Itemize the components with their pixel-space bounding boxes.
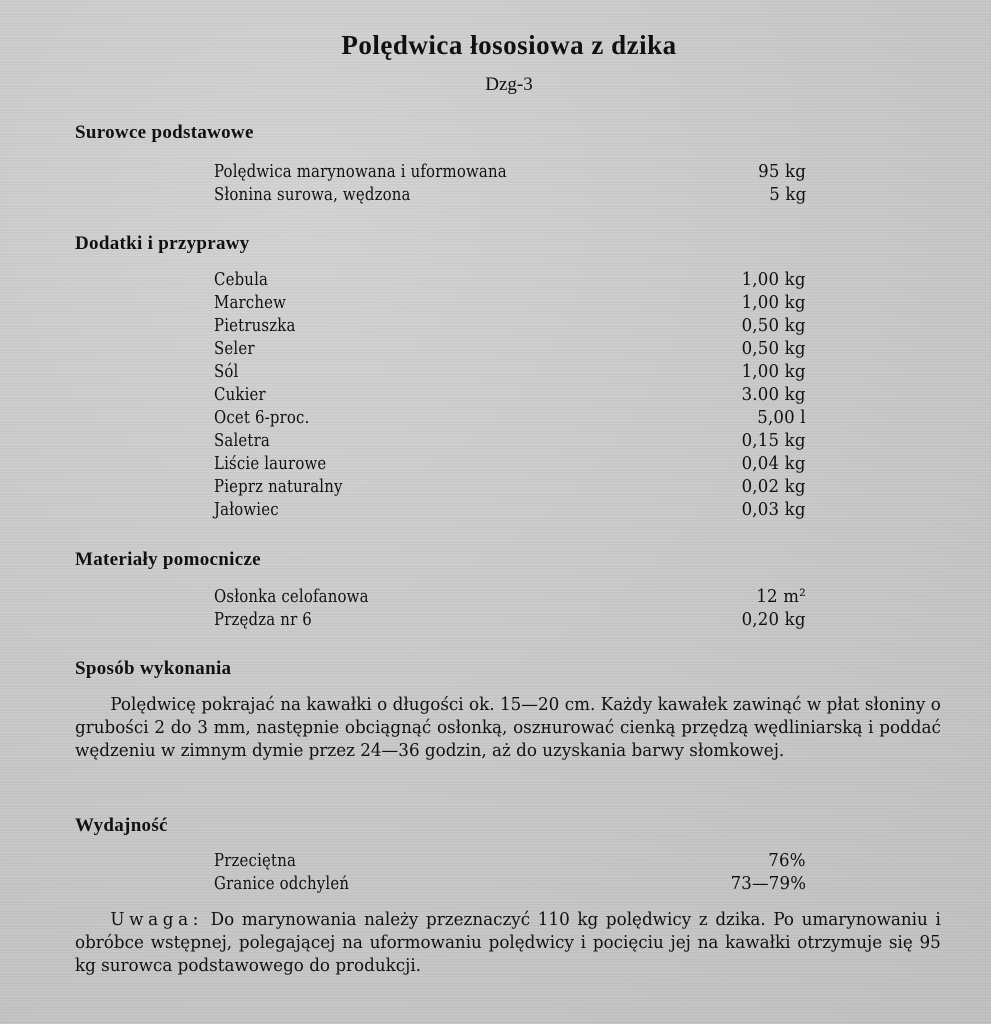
item-name: Jałowiec [214,499,279,520]
additives-list [214,268,806,521]
section-heading-additives: Dodatki i przyprawy [75,233,250,254]
list-item [214,475,806,498]
item-name: Pieprz naturalny [214,476,343,497]
raw-materials-list [214,160,806,206]
item-qty: 0,03 kg [741,499,806,520]
list-item [214,268,806,291]
item-name: Pietruszka [214,315,296,336]
list-item [214,337,806,360]
list-item [214,872,806,895]
item-name: Cebula [214,269,269,290]
item-qty: 12 m² [756,586,806,607]
list-item [214,608,806,631]
yield-list [214,849,806,895]
item-qty: 5,00 l [757,407,806,428]
item-qty: 76% [768,850,806,871]
item-name: Saletra [214,430,270,451]
note-paragraph [75,908,941,977]
method-text: Polędwicę pokrajać na kawałki o długości ok. 15—20 cm. Każdy kawałek zawinąć w płat słoniny o grubości 2 do 3 mm, następnie obciągnąć osłonką, oszнurować cienką przędzą wędliniarską i poddać wędzeniu w zimnym dymie przez 24—36 godzin, aż do uzyskania barwy słomkowej. [75,694,941,761]
section-heading-auxiliary: Materiały pomocnicze [75,549,261,570]
item-name: Marchew [214,292,287,313]
list-item [214,585,806,608]
item-qty: 0,04 kg [741,453,806,474]
list-item [214,383,806,406]
note-label: Uwaga: [110,909,204,930]
list-item [214,314,806,337]
item-name: Ocet 6-proc. [214,407,310,428]
list-item [214,406,806,429]
item-name: Sól [214,361,239,382]
item-qty: 1,00 kg [741,292,806,313]
item-name: Granice odchyleń [214,873,350,894]
item-qty: 3.00 kg [741,384,806,405]
list-item [214,160,806,183]
item-qty: 95 kg [758,161,806,182]
section-heading-method: Sposób wykonania [75,658,232,679]
item-qty: 0,50 kg [741,315,806,336]
document-title: Polędwica łososiowa z dzika [341,30,677,60]
item-name: Osłonka celofanowa [214,586,369,607]
list-item [214,360,806,383]
method-paragraph [75,693,941,762]
item-qty: 73—79% [730,873,806,894]
item-name: Seler [214,338,255,359]
item-qty: 0,02 kg [741,476,806,497]
item-name: Cukier [214,384,266,405]
document-code: Dzg-3 [485,74,533,95]
item-qty: 0,20 kg [741,609,806,630]
list-item [214,291,806,314]
item-name: Polędwica marynowana i uformowana [214,161,507,182]
item-qty: 0,15 kg [741,430,806,451]
section-heading-raw-materials: Surowce podstawowe [75,122,254,143]
item-name: Liście laurowe [214,453,327,474]
item-name: Słonina surowa, wędzona [214,184,411,205]
note-text: Do marynowania należy przeznaczyć 110 kg polędwicy z dzika. Po umarynowaniu i obróbce wstępnej, polegającej na uformowaniu polędwicy i pocięciu jej na kawałki otrzymuje się 95 kg surowca podstawowego do produkcji. [75,909,941,976]
item-name: Przeciętna [214,850,297,871]
item-qty: 1,00 kg [741,269,806,290]
auxiliary-list [214,585,806,631]
section-heading-yield: Wydajność [75,815,168,836]
list-item [214,183,806,206]
list-item [214,429,806,452]
item-qty: 0,50 kg [741,338,806,359]
list-item [214,849,806,872]
item-qty: 1,00 kg [741,361,806,382]
item-qty: 5 kg [768,184,806,205]
list-item [214,452,806,475]
list-item [214,498,806,521]
note-block [75,908,941,977]
item-name: Przędza nr 6 [214,609,312,630]
